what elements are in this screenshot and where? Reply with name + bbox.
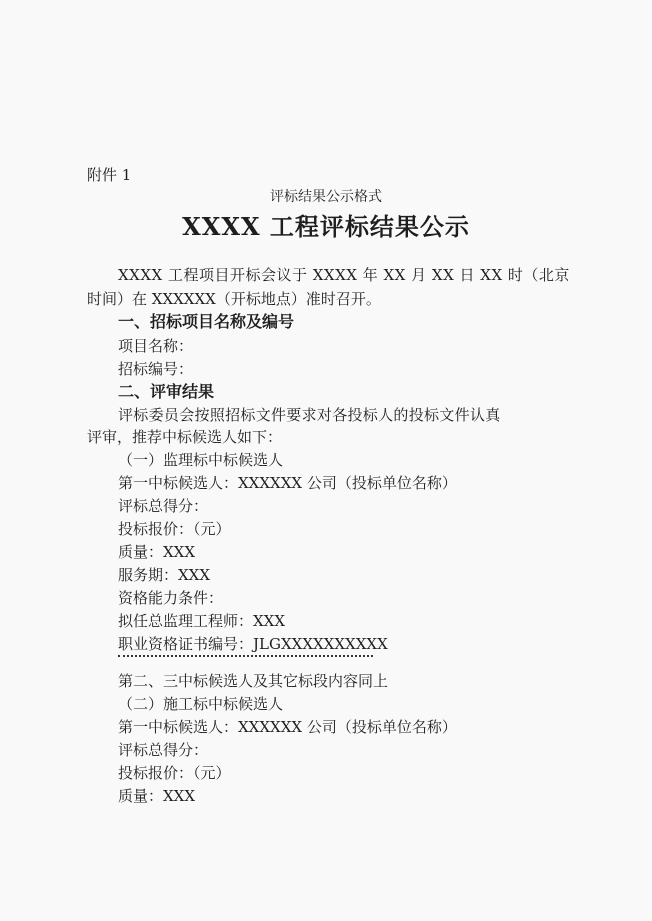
attachment-label: 附件 1 — [87, 166, 132, 184]
supervision-certificate-number: 职业资格证书编号：JLGXXXXXXXXXX — [118, 635, 388, 653]
dotted-separator — [118, 655, 373, 657]
supervision-total-score: 评标总得分： — [118, 497, 209, 515]
document-subtitle: 评标结果公示格式 — [270, 189, 382, 205]
construction-first-candidate: 第一中标候选人：XXXXXX 公司（投标单位名称） — [118, 718, 457, 736]
intro-line-1: XXXX 工程项目开标会议于 XXXX 年 XX 月 XX 日 XX 时（北京 — [118, 266, 570, 284]
section-2-heading: 二、评审结果 — [118, 382, 215, 401]
subsection-construction: （二）施工标中标候选人 — [118, 695, 284, 713]
construction-bid-price: 投标报价：（元） — [118, 764, 231, 782]
supervision-first-candidate: 第一中标候选人：XXXXXX 公司（投标单位名称） — [118, 474, 457, 492]
tender-number-label: 招标编号： — [118, 360, 194, 378]
document-title: XXXX 工程评标结果公示 — [182, 212, 470, 241]
review-line-2: 评审，推荐中标候选人如下： — [87, 428, 283, 446]
construction-total-score: 评标总得分： — [118, 741, 209, 759]
construction-quality: 质量：XXX — [118, 787, 196, 805]
others-note: 第二、三中标候选人及其它标段内容同上 — [118, 672, 389, 690]
section-1-heading: 一、招标项目名称及编号 — [118, 312, 295, 331]
subsection-supervision: （一）监理标中标候选人 — [118, 451, 284, 469]
supervision-qualification: 资格能力条件： — [118, 589, 224, 607]
project-name-label: 项目名称： — [118, 337, 194, 355]
review-line-1: 评标委员会按照招标文件要求对各投标人的投标文件认真 — [118, 406, 501, 424]
supervision-service-period: 服务期：XXX — [118, 566, 211, 584]
supervision-quality: 质量：XXX — [118, 543, 196, 561]
supervision-chief-engineer: 拟任总监理工程师：XXX — [118, 612, 286, 630]
supervision-bid-price: 投标报价：（元） — [118, 520, 231, 538]
intro-line-2: 时间）在 XXXXXX（开标地点）准时召开。 — [87, 290, 381, 308]
